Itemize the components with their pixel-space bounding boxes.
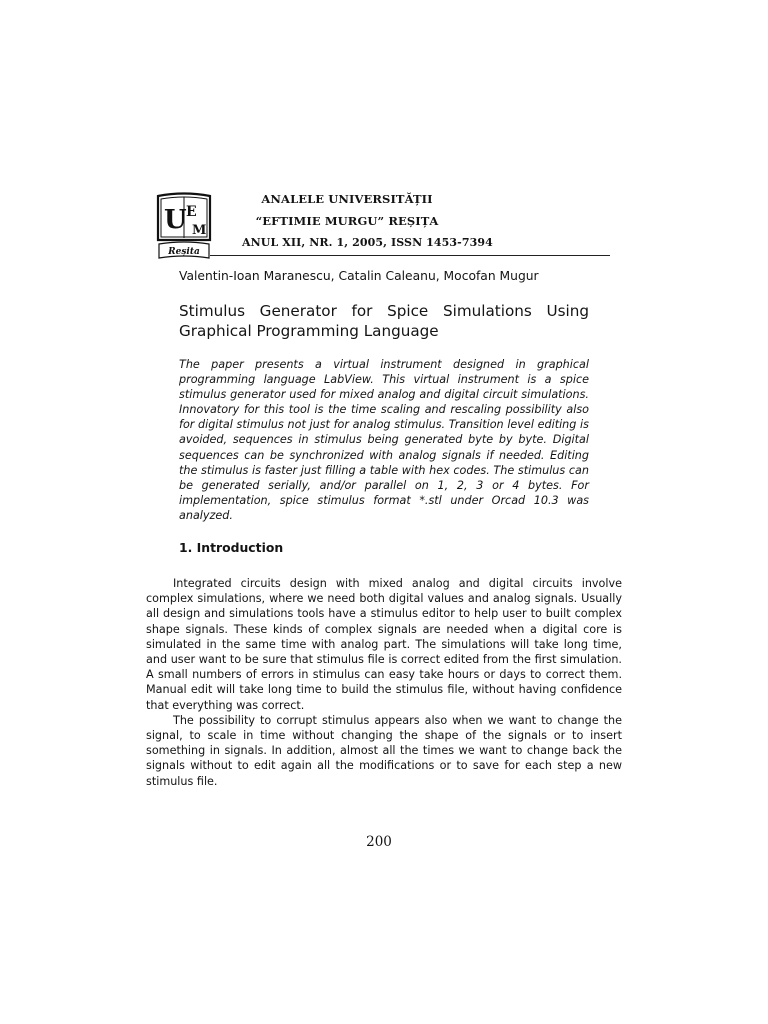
university-logo bbox=[155, 192, 213, 264]
section-body bbox=[146, 576, 622, 789]
body-paragraph: Integrated circuits design with mixed analog and digital circuits involve complex simulations, where we need both digital values and analog signals. Usually all design and simulations tools have a stimulus editor to help user to built complex shape signals. These kinds of complex signals are needed when a digital core is simulated in the same time with analog part. The simulations will take long time, and user want to be sure that stimulus file is correct edited from the first simulation. A small numbers of errors in stimulus can easy take hours or days to correct them. Manual edit will take long time to build the stimulus file, without having confidence that everything was correct. bbox=[146, 577, 622, 712]
paper-authors: Valentin-Ioan Maranescu, Catalin Caleanu, Mocofan Mugur bbox=[179, 269, 539, 283]
logo-letter-u: U bbox=[164, 205, 187, 235]
page-number: 200 bbox=[366, 834, 392, 850]
paper-title: Stimulus Generator for Spice Simulations Using Graphical Programming Language bbox=[179, 302, 589, 340]
logo-letter-e: E bbox=[186, 204, 197, 220]
logo-letter-m: M bbox=[192, 223, 207, 238]
journal-name-line1: ANALELE UNIVERSITĂȚII bbox=[261, 192, 433, 206]
header-divider bbox=[210, 255, 610, 256]
paper-abstract: The paper presents a virtual instrument designed in graphical programming language LabView. This virtual instrument is a spice stimulus generator used for mixed analog and digital circuit simulations. Innovatory for this tool is the time scaling and rescaling possibility also for digital stimulus not just for analog stimulus. Transition level editing is avoided, sequences in stimulus being generated byte by byte. Digital sequences can be synchronized with analog signals if needed. Editing the stimulus is faster just filling a table with hex codes. The stimulus can be generated serially, and/or parallel on 1, 2, 3 or 4 bytes. For implementation, spice stimulus format *.stl under Orcad 10.3 was analyzed. bbox=[179, 358, 589, 522]
section-heading-introduction: 1. Introduction bbox=[179, 540, 284, 555]
body-paragraph: The possibility to corrupt stimulus appears also when we want to change the signal, to scale in time without changing the shape of the signals or to insert something in signals. In addition, almost all the times we want to change back the signals without to edit again all the modifications or to save for each step a new stimulus file. bbox=[146, 713, 622, 788]
journal-name-line2: “EFTIMIE MURGU” REȘIȚA bbox=[255, 214, 439, 228]
logo-caption: Reșita bbox=[168, 247, 200, 257]
journal-issue-info: ANUL XII, NR. 1, 2005, ISSN 1453-7394 bbox=[242, 236, 493, 249]
journal-masthead bbox=[222, 188, 493, 254]
